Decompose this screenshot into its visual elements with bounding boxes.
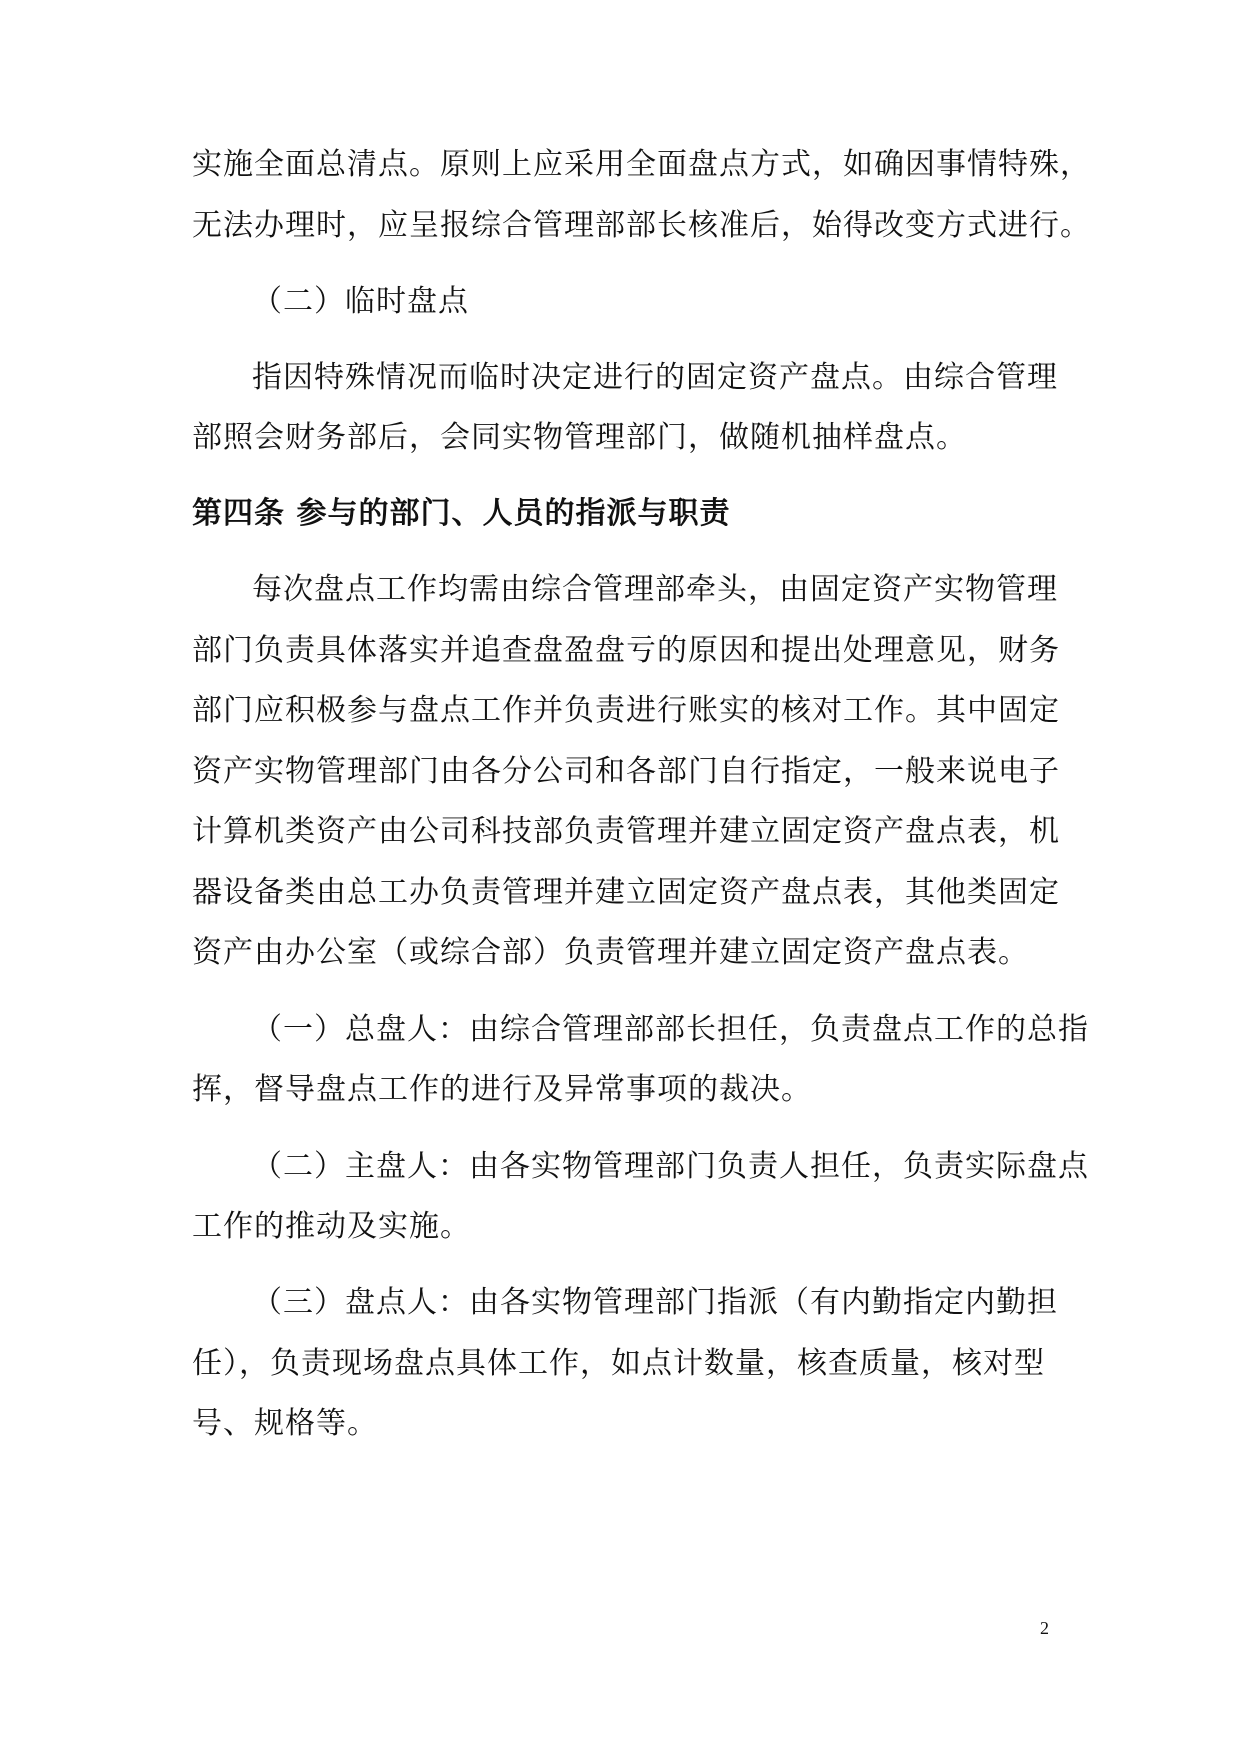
body-line: 无法办理时，应呈报综合管理部部长核准后，始得改变方式进行。	[192, 208, 1091, 243]
body-line: 部门应积极参与盘点工作并负责进行账实的核对工作。其中固定	[192, 693, 1060, 728]
body-line: 号、规格等。	[192, 1406, 378, 1441]
section-heading: 第四条 参与的部门、人员的指派与职责	[192, 496, 731, 531]
body-line: 器设备类由总工办负责管理并建立固定资产盘点表，其他类固定	[192, 875, 1060, 910]
subsection-title: （二）临时盘点	[252, 284, 469, 319]
body-line: 部门负责具体落实并追查盘盈盘亏的原因和提出处理意见，财务	[192, 633, 1060, 668]
body-line: 部照会财务部后，会同实物管理部门，做随机抽样盘点。	[192, 420, 967, 455]
body-line: 挥，督导盘点工作的进行及异常事项的裁决。	[192, 1072, 812, 1107]
body-line: 资产实物管理部门由各分公司和各部门自行指定，一般来说电子	[192, 754, 1060, 789]
body-line: 工作的推动及实施。	[192, 1209, 471, 1244]
body-line: 任），负责现场盘点具体工作，如点计数量，核查质量，核对型	[192, 1346, 1045, 1381]
body-line: 计算机类资产由公司科技部负责管理并建立固定资产盘点表，机	[192, 814, 1060, 849]
body-line: （一）总盘人：由综合管理部部长担任，负责盘点工作的总指	[252, 1012, 1089, 1047]
body-line: 指因特殊情况而临时决定进行的固定资产盘点。由综合管理	[252, 360, 1058, 395]
body-line: 资产由办公室（或综合部）负责管理并建立固定资产盘点表。	[192, 935, 1029, 970]
body-line: （三）盘点人：由各实物管理部门指派（有内勤指定内勤担	[252, 1285, 1058, 1320]
page-number: 2	[1040, 1618, 1049, 1638]
body-line: （二）主盘人：由各实物管理部门负责人担任，负责实际盘点	[252, 1149, 1089, 1184]
body-line: 实施全面总清点。原则上应采用全面盘点方式，如确因事情特殊，	[192, 147, 1091, 182]
body-line: 每次盘点工作均需由综合管理部牵头，由固定资产实物管理	[252, 572, 1058, 607]
